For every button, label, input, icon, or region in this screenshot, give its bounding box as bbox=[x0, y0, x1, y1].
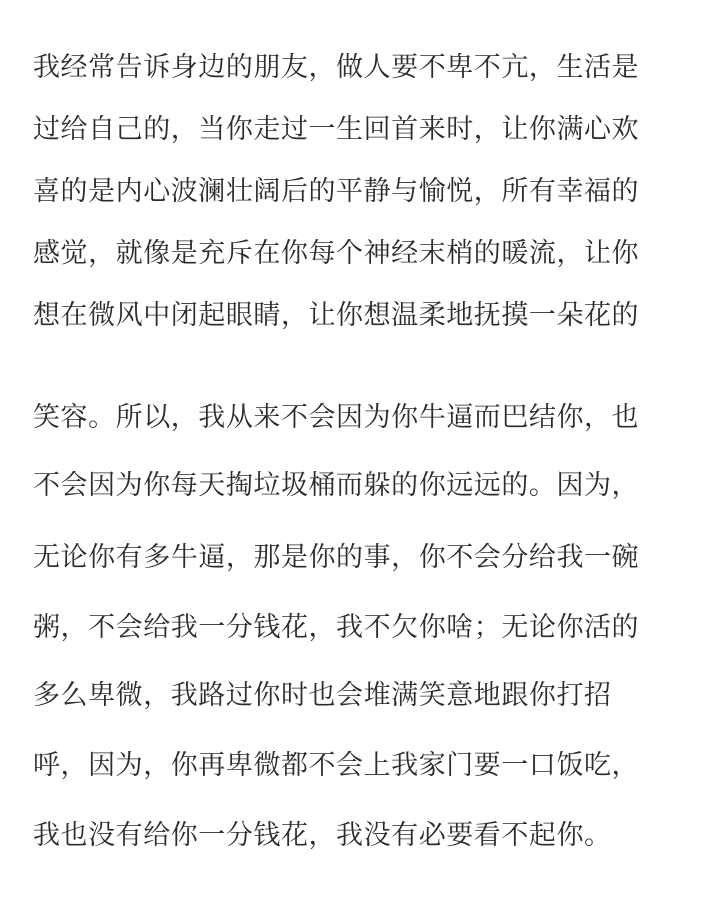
text-line-8: 无论你有多牛逼，那是你的事，你不会分给我一碗 bbox=[33, 542, 640, 573]
text-line-5: 想在微风中闭起眼睛，让你想温柔地抚摸一朵花的 bbox=[33, 300, 640, 331]
text-line-6: 笑容。所以，我从来不会因为你牛逼而巴结你，也 bbox=[33, 402, 640, 433]
text-line-9: 粥，不会给我一分钱花，我不欠你啥；无论你活的 bbox=[33, 612, 640, 643]
text-line-2: 过给自己的，当你走过一生回首来时，让你满心欢 bbox=[33, 114, 640, 145]
text-line-10: 多么卑微，我路过你时也会堆满笑意地跟你打招 bbox=[33, 680, 612, 711]
text-line-12: 我也没有给你一分钱花，我没有必要看不起你。 bbox=[33, 820, 612, 851]
text-line-1: 我经常告诉身边的朋友，做人要不卑不亢，生活是 bbox=[33, 52, 640, 83]
text-line-4: 感觉，就像是充斥在你每个神经末梢的暖流，让你 bbox=[33, 238, 640, 269]
text-line-7: 不会因为你每天掏垃圾桶而躲的你远远的。因为， bbox=[33, 470, 640, 501]
text-line-11: 呼，因为，你再卑微都不会上我家门要一口饭吃， bbox=[33, 750, 640, 781]
text-line-3: 喜的是内心波澜壮阔后的平静与愉悦，所有幸福的 bbox=[33, 176, 640, 207]
